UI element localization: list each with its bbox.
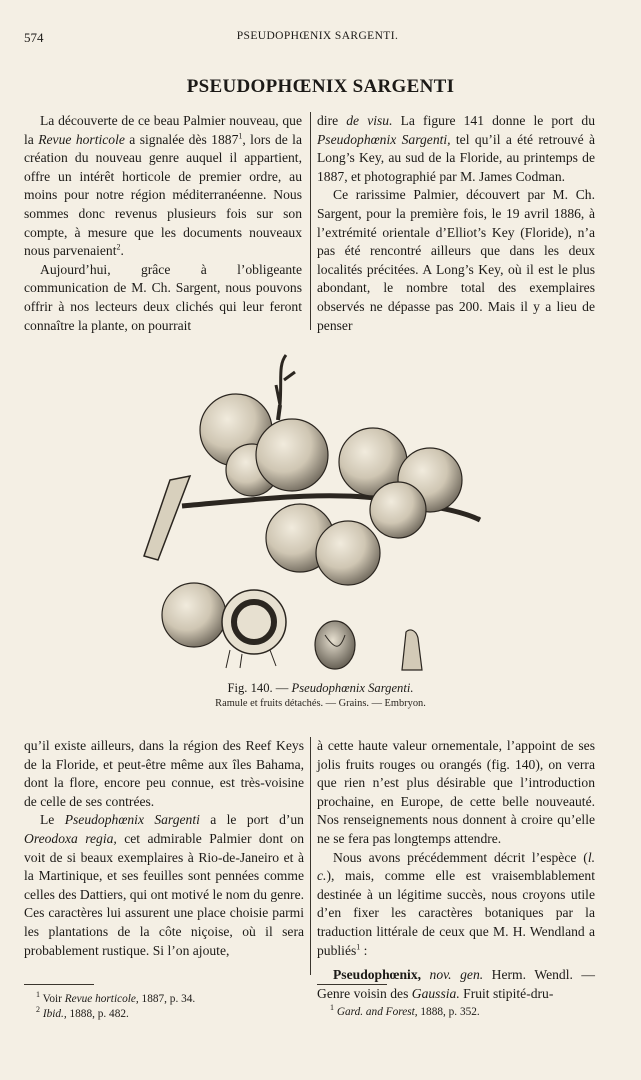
italic-run: Gaussia. <box>411 985 460 1001</box>
palm-fruit-illustration <box>130 350 520 680</box>
fruit <box>256 419 328 491</box>
text-run: 1887, p. 34. <box>138 993 196 1005</box>
footnote-rule <box>24 984 94 985</box>
text-run: tel qu’il a été retrouvé à Long’s Key, au sud de la Floride, au printemps de 1887, et photographié par M. James Codman. <box>317 131 595 184</box>
bottom-right-column <box>317 737 595 1003</box>
text-run: cet admirable Palmier dont on voit de si beaux exemplaires à Rio-de-Janeiro et à la Martinique, et ses feuilles sont pennées comme celles des Dattiers, qui ont motivé le nom du genre. Ces caractères lui assurent une place choisie parmi les plantations de la côte niçoise, où il sera probablement rustique. Si l’on ajoute, <box>24 830 305 958</box>
footnote-ref: 1 <box>238 131 243 141</box>
footnotes-left <box>36 992 296 1022</box>
footnote <box>330 1005 590 1020</box>
figure-subcaption: Ramule et fruits détachés. — Grains. — Embryon. <box>215 698 426 709</box>
italic-run: Gard. and Forest, <box>336 1006 418 1018</box>
text-run: La découverte de ce beau Palmier nouveau, que la <box>24 113 302 147</box>
italic-run: Revue horticole, <box>64 993 139 1005</box>
footnote-number: 2 <box>36 1005 40 1015</box>
text-run: a le port d’un <box>199 812 304 828</box>
text-run: , lors de la création du nouveau genre auquel il appartient, offre un intérêt horticole de premier ordre, au moins pour notre région méditerranéenne. Nous sommes donc revenus plusieurs fois sur son compte, à mesure que les documents nouveaux nous parvenaient <box>24 131 302 259</box>
italic-run: de visu. <box>346 113 393 128</box>
paragraph <box>317 849 595 961</box>
paragraph <box>317 112 595 186</box>
paragraph <box>24 112 302 261</box>
embryo <box>402 630 422 670</box>
running-head <box>24 30 611 46</box>
italic-run: Oreodoxa regia, <box>24 830 117 846</box>
text-run: dire <box>317 113 347 128</box>
italic-run: Pseudophœnix Sargenti. <box>291 681 414 695</box>
grain <box>315 621 355 669</box>
column-rule <box>310 737 311 975</box>
italic-run: nov. gen. <box>421 967 484 983</box>
footnote-ref: 1 <box>356 942 361 951</box>
italic-run: Ibid., <box>42 1008 67 1020</box>
text-run: . <box>120 243 124 259</box>
paragraph: qu’il existe ailleurs, dans la région des Reef Keys de la Floride, et peut-être même aux îles Bahama, dont la flore, encore peu connue, est très-voisine de celle de ses contrées. <box>24 738 304 809</box>
figure-engraving <box>130 350 520 680</box>
text-run: La figure 141 donne le port du <box>392 113 595 128</box>
fruit <box>316 521 380 585</box>
text-run: Fruit stipité-dru- <box>459 985 554 1001</box>
footnote-number: 1 <box>330 1003 334 1013</box>
cut-stalk <box>144 476 190 560</box>
text-run: ), mais, comme elle est vraisemblablement destinée à un légitime succès, nous croyons utile d’en fixer les caractères botaniques par la traduction littérale de ceux que M. H. Wendland a publiés <box>317 868 595 958</box>
italic-run: Pseudophœnix Sargenti <box>64 812 200 828</box>
paragraph: Ce rarissime Palmier, découvert par M. Ch. Sargent, pour la première fois, le 19 avril 1886, à l’extrémité orientale d’Elliot’s Key (Floride), n’a pas été rencontré ailleurs que dans les deux localités précitées. A Long’s Key, où il est le plus abondant, le nombre total des exemplaires observés ne dépasse pas 200. Mais il y a lieu de penser <box>317 187 595 333</box>
text-run: Le <box>40 812 65 828</box>
paragraph <box>24 811 304 960</box>
text-run: Nous avons précédemment décrit l’espèce ( <box>333 849 588 865</box>
top-right-column <box>317 112 595 335</box>
text-run: : <box>360 942 368 958</box>
footnote-ref: 2 <box>116 242 121 252</box>
bold-run: Pseudophœnix, <box>333 967 422 983</box>
footnote-number: 1 <box>36 990 40 1000</box>
footnote <box>36 1007 296 1022</box>
text-run: a signalée dès 1887 <box>124 131 239 147</box>
text-run: 1888, p. 482. <box>66 1008 129 1020</box>
column-rule <box>310 112 311 330</box>
bottom-left-column <box>24 737 304 960</box>
footnote <box>36 992 296 1007</box>
paragraph: Aujourd’hui, grâce à l’obligeante communication de M. Ch. Sargent, nous pouvons offrir à nos lecteurs deux clichés qui leur feront connaître la plante, on pourrait <box>24 261 302 333</box>
italic-run: Pseudophœnix Sargenti, <box>317 131 451 147</box>
article-title: PSEUDOPHŒNIX SARGENTI <box>186 76 455 97</box>
detached-fruit <box>162 583 226 647</box>
fruit <box>370 482 426 538</box>
stem-top <box>276 355 295 405</box>
top-left-column <box>24 112 302 335</box>
italic-run: Revue horticole <box>38 131 125 147</box>
text-run: Voir <box>40 993 65 1005</box>
running-title: PSEUDOPHŒNIX SARGENTI. <box>236 30 399 42</box>
text-run: Fig. 140. — <box>227 681 292 695</box>
page-number: 574 <box>24 30 44 45</box>
paragraph: à cette haute valeur ornementale, l’appoint de ses jolis fruits rouges ou orangés (fig. 140), on verra que rien n’est plus désirable que l’introduction prochaine, en Europe, de cette belle nouveauté. Nos renseignements nous donnent à croire qu’elle ne se fera pas longtemps attendre. <box>317 738 595 846</box>
text-run: 1888, p. 352. <box>417 1006 480 1018</box>
text-run: Herm. Wendl. — Genre voisin des <box>317 967 595 1001</box>
footnote-rule <box>317 984 387 985</box>
figure-caption <box>0 681 641 696</box>
footnotes-right <box>330 1005 590 1020</box>
italic-run: l. c. <box>317 849 595 884</box>
